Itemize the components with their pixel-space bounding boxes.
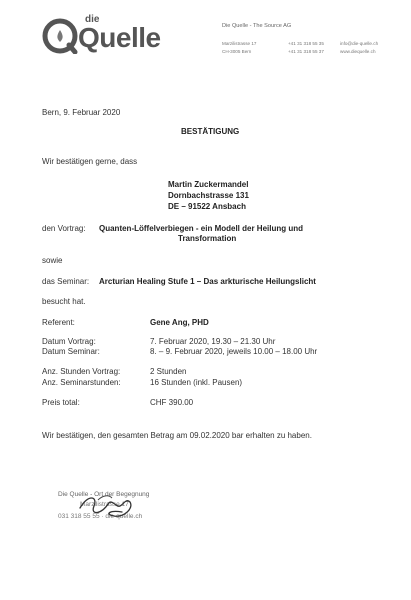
website-link[interactable]: www.diequelle.ch [340, 49, 376, 54]
recipient-name: Martin Zuckermandel [168, 180, 249, 189]
logo-word-text: Quelle [78, 22, 161, 53]
date-line: Bern, 9. Februar 2020 [42, 108, 121, 117]
handwritten-signature [50, 486, 170, 526]
stamp-line-1: Die Quelle - Ort der Begegnung [58, 491, 150, 498]
email-link[interactable]: info@die-quelle.ch [340, 41, 379, 46]
detail-label: Preis total: [42, 398, 80, 407]
logo-die-text: die [85, 14, 100, 25]
address-line-2: CH-3005 Bern [222, 49, 252, 54]
detail-label: Anz. Seminarstunden: [42, 378, 121, 387]
lecture-title-1: Quanten-Löffelverbiegen - ein Modell der Heilung und [99, 224, 304, 233]
detail-value: 16 Stunden (inkl. Pausen) [150, 378, 243, 387]
seminar-title: Arcturian Healing Stufe 1 – Das arkturische Heilungslicht [99, 277, 316, 286]
closing-text: Wir bestätigen, den gesamten Betrag am 09.02.2020 bar erhalten zu haben. [42, 431, 312, 440]
company-name: Die Quelle - The Source AG [222, 23, 292, 29]
stamp-line-2: Marzilistrasse 17 [80, 501, 129, 508]
detail-value: Gene Ang, PHD [150, 318, 209, 327]
attended-text: besucht hat. [42, 297, 86, 306]
detail-label: Referent: [42, 318, 75, 327]
detail-label: Datum Vortrag: [42, 337, 96, 346]
recipient-street: Dornbachstrasse 131 [168, 191, 249, 200]
recipient-city: DE – 91522 Ansbach [168, 202, 246, 211]
intro-text: Wir bestätigen gerne, dass [42, 157, 138, 166]
lecture-prefix: den Vortrag: [42, 224, 86, 233]
detail-value: CHF 390.00 [150, 398, 194, 407]
stamp-line-3: 031 318 55 55 · die-quelle.ch [58, 513, 143, 520]
lecture-title-2: Transformation [178, 234, 237, 243]
detail-value: 7. Februar 2020, 19.30 – 21.30 Uhr [150, 337, 276, 346]
phone-line-1: +41 31 318 55 35 [288, 41, 324, 46]
document-title: BESTÄTIGUNG [181, 127, 240, 136]
connector-text: sowie [42, 256, 63, 265]
phone-line-2: +41 31 318 55 37 [288, 49, 324, 54]
detail-value: 8. – 9. Februar 2020, jeweils 10.00 – 18.00 Uhr [150, 347, 318, 356]
detail-value: 2 Stunden [150, 367, 187, 376]
address-line-1: Marzilistrasse 17 [222, 41, 257, 46]
logo-drop-icon [42, 18, 78, 54]
detail-label: Anz. Stunden Vortrag: [42, 367, 121, 376]
seminar-prefix: das Seminar: [42, 277, 90, 286]
detail-label: Datum Seminar: [42, 347, 100, 356]
